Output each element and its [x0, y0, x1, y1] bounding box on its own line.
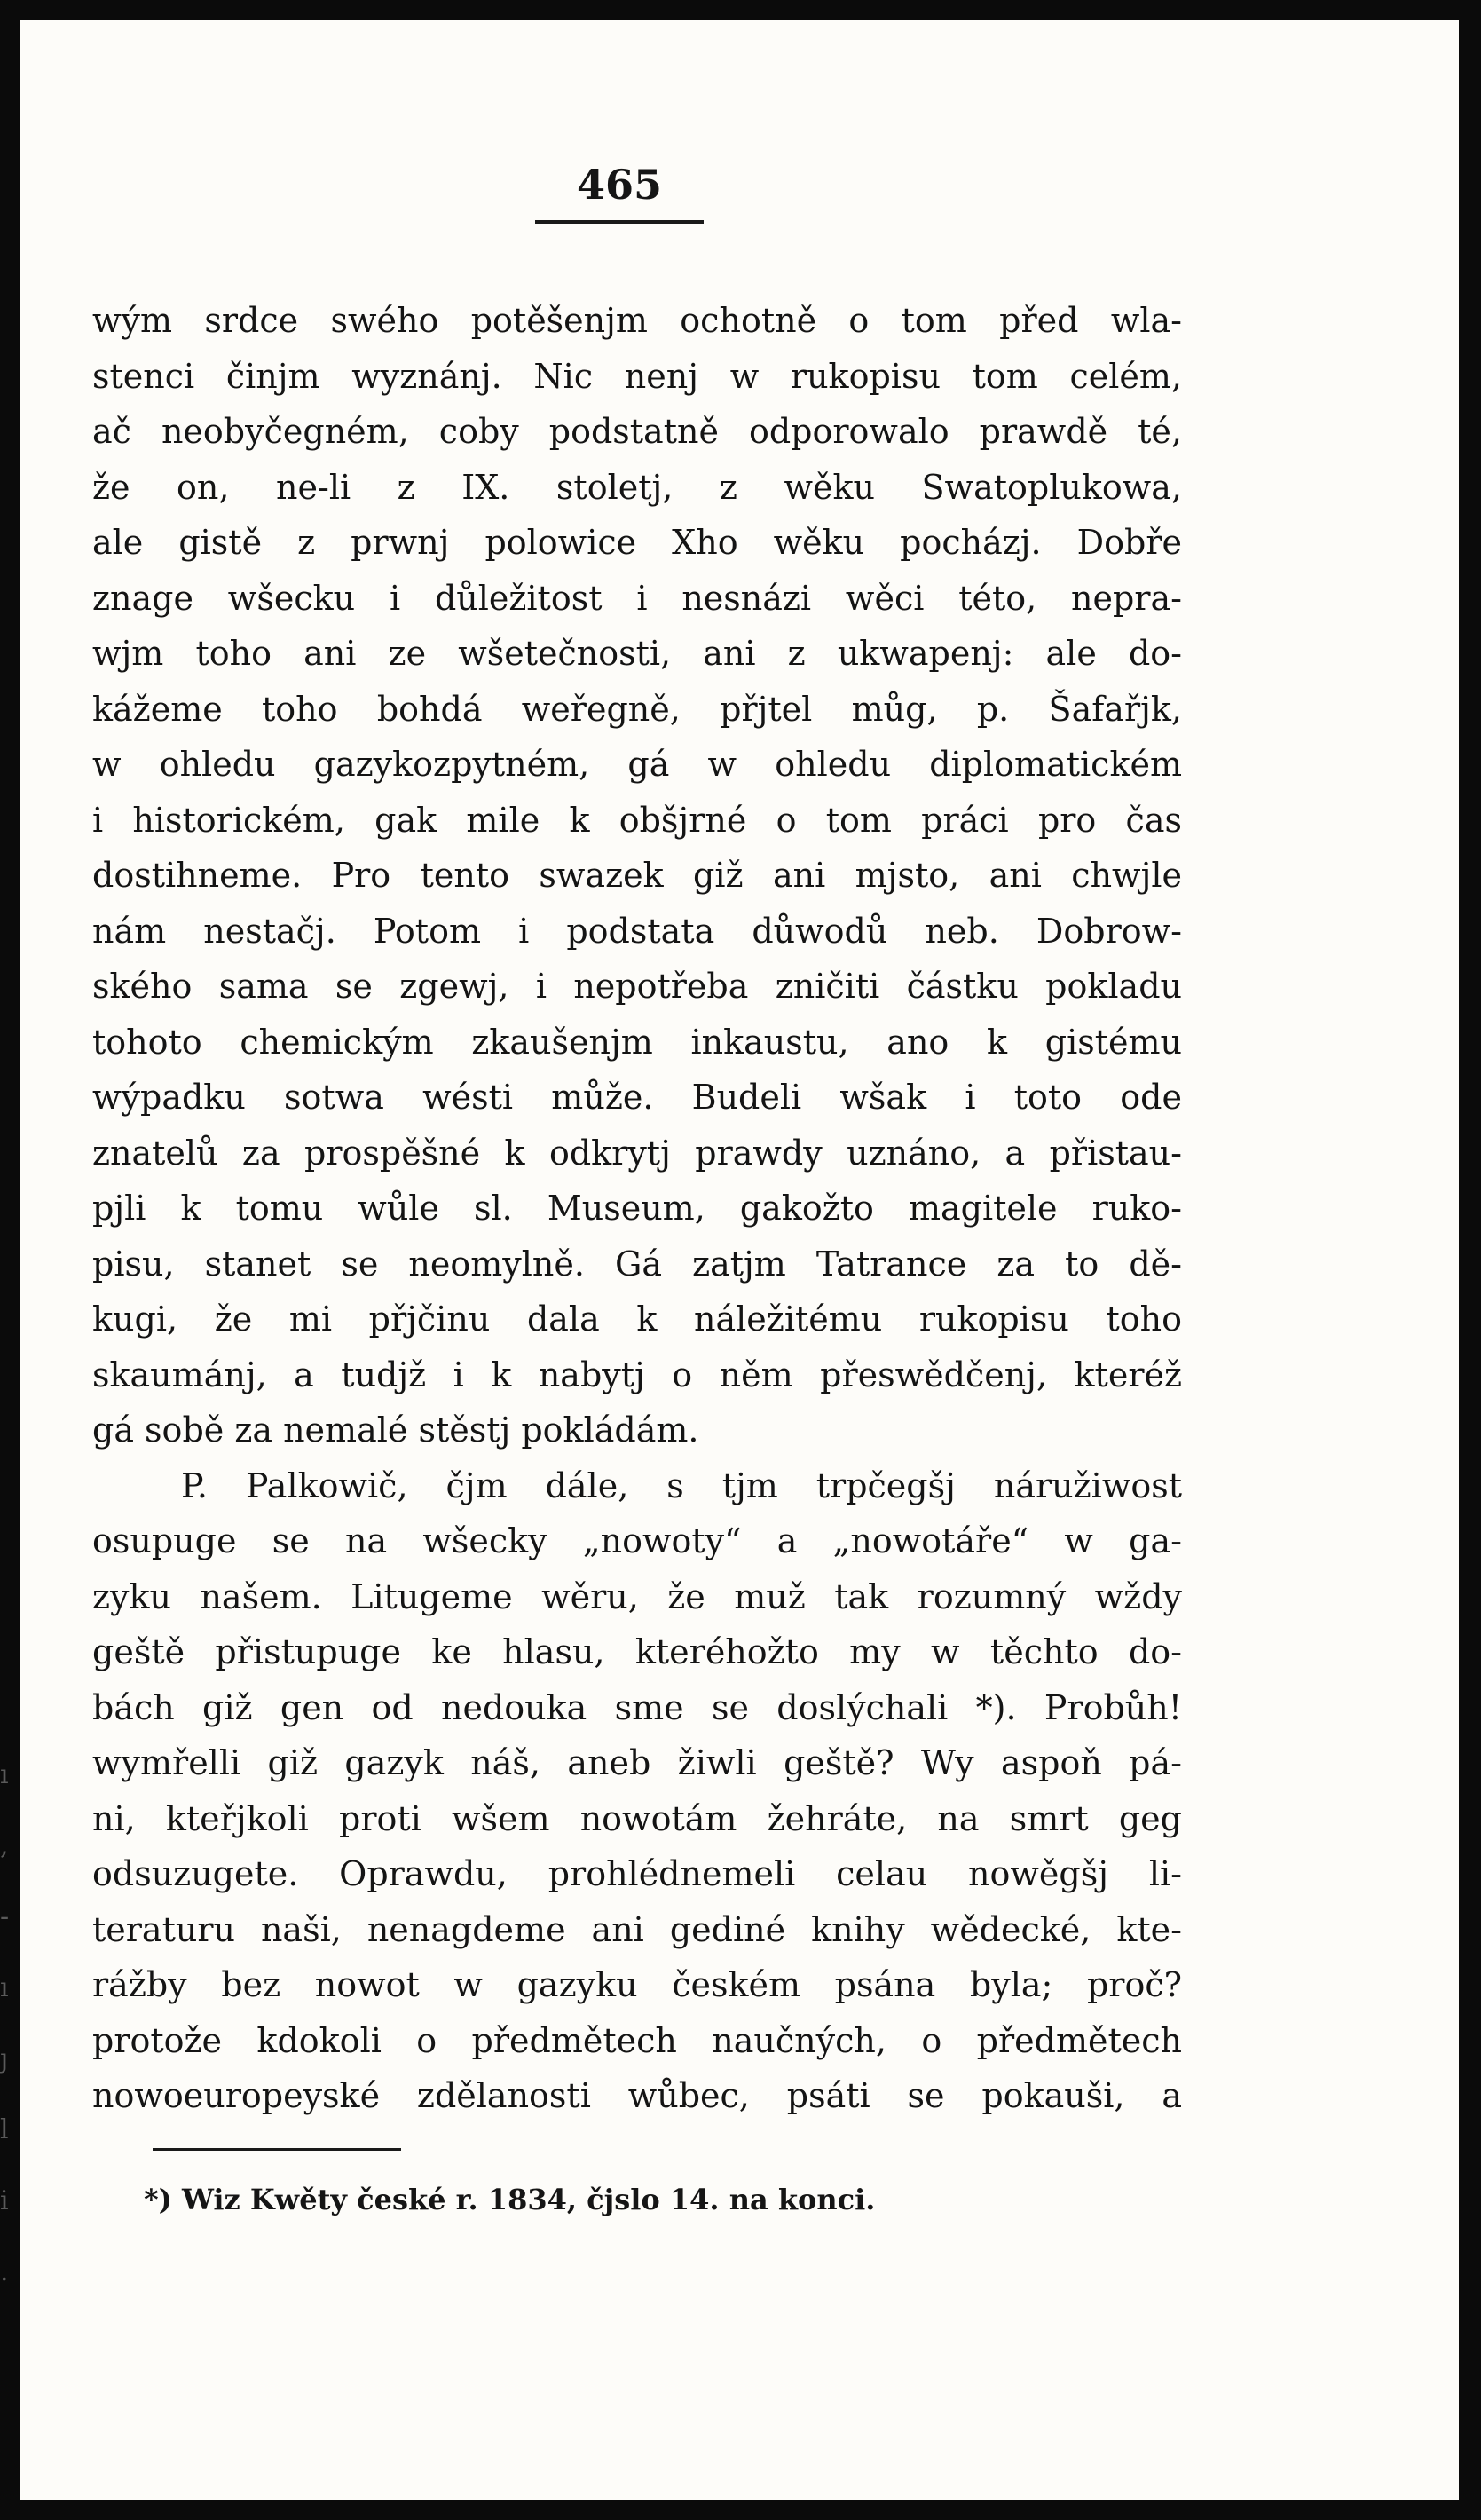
margin-mark: ı [0, 1759, 9, 1790]
text-line: ale gistě z prwnj polowice Xho wěku pocházj. Dobře [92, 523, 1182, 562]
text-line: geště přistupuge ke hlasu, kteréhožto my w těchto do- [92, 1632, 1182, 1671]
text-line: znage wšecku i důležitost i nesnázi wěci této, nepra- [92, 578, 1182, 618]
text-line: skaumánj, a tudjž i k nabytj o něm přeswědčenj, kteréž [92, 1355, 1182, 1394]
text-line: pisu, stanet se neomylně. Gá zatjm Tatrance za to dě- [92, 1244, 1182, 1284]
margin-mark: . [0, 2256, 9, 2287]
text-line: znatelů za prospěšné k odkrytj prawdy uznáno, a přistau- [92, 1133, 1182, 1173]
text-line: i historickém, gak mile k obšjrné o tom práci pro čas [92, 800, 1182, 840]
text-line: wým srdce swého potěšenjm ochotně o tom před wla- [92, 301, 1182, 340]
text-line: ského sama se zgewj, i nepotřeba zničiti částku pokladu [92, 967, 1182, 1006]
left-margin-marks [0, 1740, 18, 2308]
footnote: *) Wiz Kwěty české r. 1834, čjslo 14. na konci. [144, 2183, 876, 2216]
page-number-underline [535, 220, 704, 224]
margin-mark: ȷ [0, 2043, 9, 2074]
text-line: nám nestačj. Potom i podstata důwodů neb. Dobrow- [92, 911, 1182, 951]
text-line: kážeme toho bohdá weřegně, přjtel můg, p. Šafařjk, [92, 689, 1182, 729]
text-line: že on, ne-li z IX. stoletj, z wěku Swatoplukowa, [92, 467, 1182, 507]
margin-mark: i [0, 2185, 9, 2216]
text-line-paragraph-end: gá sobě za nemalé stěstj pokládám. [92, 1410, 699, 1450]
text-line: odsuzugete. Oprawdu, prohlédnemeli celau nowěgšj li- [92, 1854, 1182, 1893]
text-line: wýpadku sotwa wésti může. Budeli wšak i toto ode [92, 1078, 1182, 1117]
margin-mark: , [0, 1830, 9, 1861]
text-line: dostihneme. Pro tento swazek giž ani mjsto, ani chwjle [92, 856, 1182, 895]
text-line: ni, kteřjkoli proti wšem nowotám žehráte, na smrt geg [92, 1798, 1182, 1838]
text-line: pjli k tomu wůle sl. Museum, gakožto magitele ruko- [92, 1189, 1182, 1228]
text-line: kugi, že mi přjčinu dala k náležitému rukopisu toho [92, 1299, 1182, 1339]
text-line: teraturu naši, nenagdeme ani gediné knihy wědecké, kte- [92, 1909, 1182, 1949]
body-text [92, 293, 1182, 2124]
text-line: tohoto chemickým zkaušenjm inkaustu, ano k gistému [92, 1022, 1182, 1062]
footnote-separator [153, 2148, 401, 2151]
margin-mark: - [0, 1901, 10, 1932]
text-line: zyku našem. Litugeme wěru, že muž tak rozumný wždy [92, 1576, 1182, 1616]
text-line: rážby bez nowot w gazyku českém psána byla; proč? [92, 1965, 1182, 2004]
text-line: bách giž gen od nedouka sme se doslýchali *). Probůh! [92, 1687, 1182, 1727]
text-line: w ohledu gazykozpytném, gá w ohledu diplomatickém [92, 745, 1182, 784]
margin-mark: ı [0, 1972, 9, 2003]
text-line: ač neobyčegném, coby podstatně odporowalo prawdě té, [92, 412, 1182, 451]
text-line: stenci činjm wyznánj. Nic nenj w rukopisu tom celém, [92, 356, 1182, 396]
text-line: wjm toho ani ze wšetečnosti, ani z ukwapenj: ale do- [92, 634, 1182, 673]
book-page [20, 20, 1459, 2500]
text-line: wymřelli giž gazyk náš, aneb žiwli geště? Wy aspoň pá- [92, 1743, 1182, 1782]
text-line: nowoeuropeyské zdělanosti wůbec, psáti se pokauši, a [92, 2076, 1182, 2115]
page-number: 465 [576, 161, 663, 209]
margin-mark: l [0, 2114, 9, 2145]
text-line-paragraph-start: P. Palkowič, čjm dále, s tjm trpčegšj náružiwost [181, 1465, 1182, 1505]
text-line: osupuge se na wšecky „nowoty“ a „nowotáře“ w ga- [92, 1521, 1182, 1560]
text-line: protože kdokoli o předmětech naučných, o předmětech [92, 2020, 1182, 2060]
